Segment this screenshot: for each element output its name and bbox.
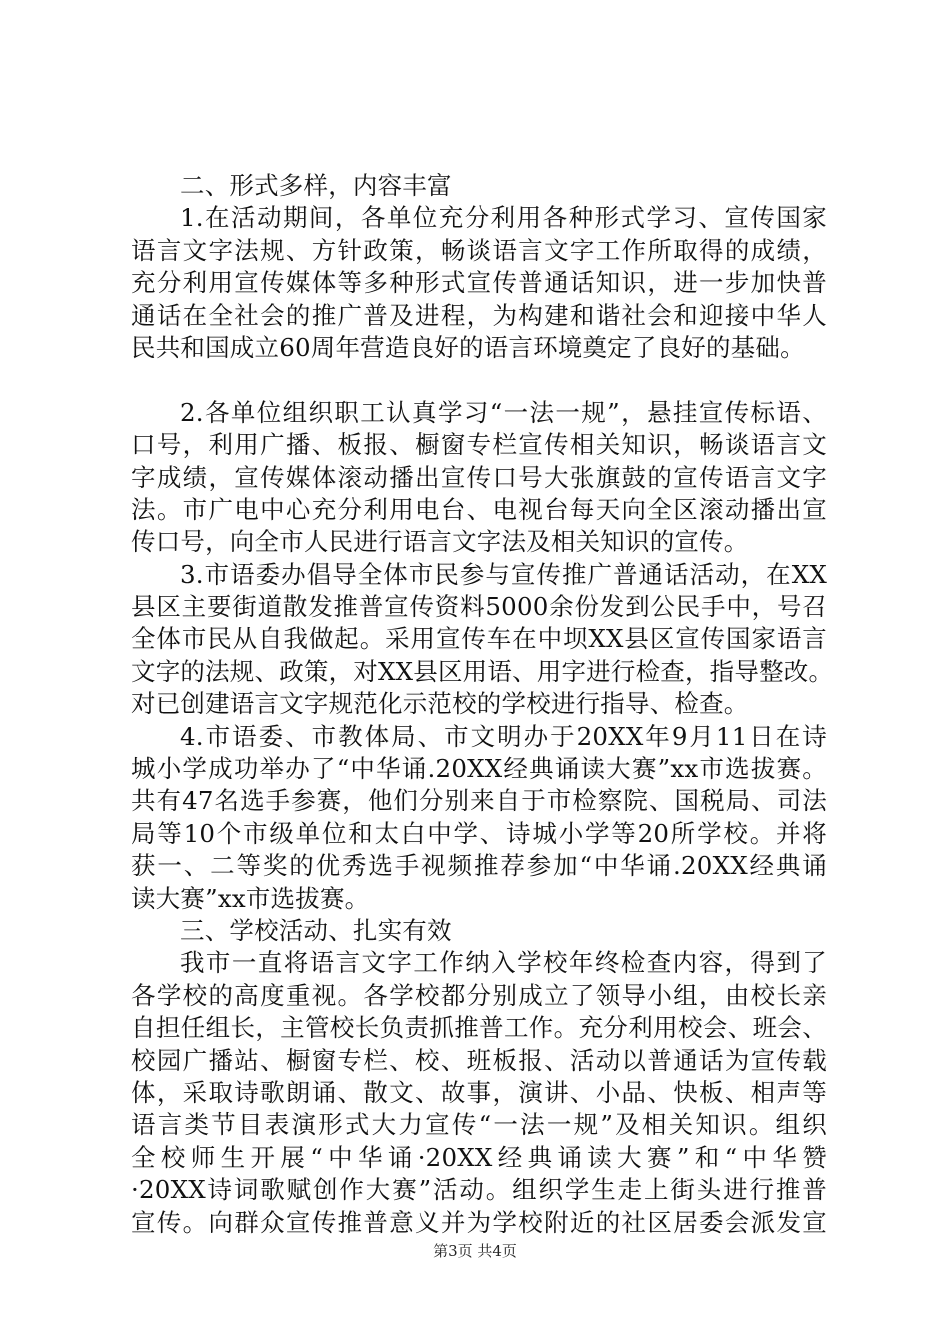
text-line: 校园广播站、橱窗专栏、校、班板报、活动以普通话为宣传载 xyxy=(131,1045,827,1075)
text-line: 充分利用宣传媒体等多种形式宣传普通话知识，进一步加快普 xyxy=(131,268,827,298)
text-line: 民共和国成立60周年营造良好的语言环境奠定了良好的基础。 xyxy=(131,332,805,362)
text-line: 局等10个市级单位和太白中学、诗城小学等20所学校。并将 xyxy=(131,818,827,848)
text-line: 城小学成功举办了“中华诵.20XX经典诵读大赛”xx市选拔赛。 xyxy=(131,754,827,784)
text-line: 对已创建语言文字规范化示范校的学校进行指导、检查。 xyxy=(131,689,749,719)
text-line: 二、形式多样，内容丰富 xyxy=(180,171,452,200)
blank-line xyxy=(131,364,827,396)
text-line: 法。市广电中心充分利用电台、电视台每天向全区滚动播出宣 xyxy=(131,494,827,524)
page-footer: 第3页 共4页 xyxy=(433,1242,517,1260)
text-line: 三、学校活动、扎实有效 xyxy=(180,915,452,945)
text-line: 读大赛”xx市选拔赛。 xyxy=(131,883,370,913)
text-line: 宣传。向群众宣传推普意义并为学校附近的社区居委会派发宣 xyxy=(131,1207,827,1237)
text-line: 体，采取诗歌朗诵、散文、故事，演讲、小品、快板、相声等 xyxy=(131,1077,827,1107)
text-line: 字成绩，宣传媒体滚动播出宣传口号大张旗鼓的宣传语言文字 xyxy=(131,462,827,492)
text-line: 全体市民从自我做起。采用宣传车在中坝XX县区宣传国家语言 xyxy=(131,624,827,654)
text-line: 自担任组长，主管校长负责抓推普工作。充分利用校会、班会、 xyxy=(131,1013,827,1043)
text-line: 我市一直将语言文字工作纳入学校年终检查内容，得到了 xyxy=(180,948,827,978)
text-line: 获一、二等奖的优秀选手视频推荐参加“中华诵.20XX经典诵 xyxy=(131,851,827,881)
text-line: 语言类节目表演形式大力宣传“一法一规”及相关知识。组织 xyxy=(131,1110,827,1140)
text-line: 文字的法规、政策，对XX县区用语、用字进行检查，指导整改。 xyxy=(131,656,834,686)
text-line: 3.市语委办倡导全体市民参与宣传推广普通话活动，在XX xyxy=(180,559,827,589)
text-line: 2.各单位组织职工认真学习“一法一规”，悬挂宣传标语、 xyxy=(180,397,827,427)
text-line: 县区主要街道散发推普宣传资料5000余份发到公民手中，号召 xyxy=(131,592,827,622)
text-line: 各学校的高度重视。各学校都分别成立了领导小组，由校长亲 xyxy=(131,980,827,1010)
document-body xyxy=(131,170,834,1239)
text-line: 共有47名选手参赛，他们分别来自于市检察院、国税局、司法 xyxy=(131,786,827,816)
text-line: 口号，利用广播、板报、橱窗专栏宣传相关知识，畅谈语言文 xyxy=(131,430,827,460)
text-line: 4.市语委、市教体局、市文明办于20XX年9月11日在诗 xyxy=(180,721,827,751)
text-line: ·20XX诗词歌赋创作大赛”活动。组织学生走上街头进行推普 xyxy=(131,1175,827,1205)
text-line: 通话在全社会的推广普及进程，为构建和谐社会和迎接中华人 xyxy=(131,300,827,330)
text-line: 全校师生开展“中华诵·20XX经典诵读大赛”和“中华赞 xyxy=(131,1142,827,1172)
text-line: 1.在活动期间，各单位充分利用各种形式学习、宣传国家 xyxy=(180,203,827,233)
text-line: 传口号，向全市人民进行语言文字法及相关知识的宣传。 xyxy=(131,527,749,557)
text-line: 语言文字法规、方针政策，畅谈语言文字工作所取得的成绩， xyxy=(131,235,827,265)
